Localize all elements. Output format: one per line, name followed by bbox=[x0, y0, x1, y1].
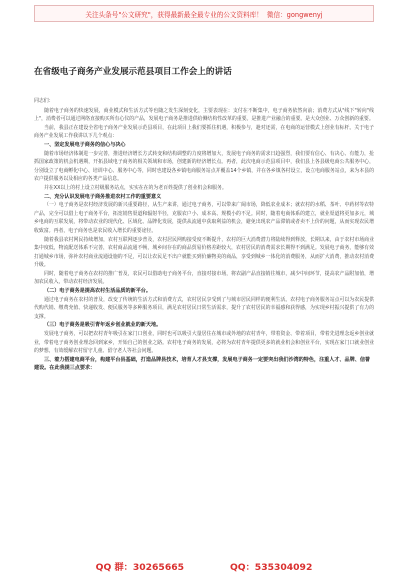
promo-banner bbox=[34, 5, 374, 22]
section-2-paragraph-1: （一）电子商务是农村经济发展的新兴重要路径，从生产来讲，通过电子商务，可以带来广阔市场，降低农业成本；就农村的水稻、茶叶、中药材等农特产品，完全可以借上电子商务平台，拓宽销售渠道和辐射半径，克服农户小、成本高、规模小的不足。同时，随着电商体系的建立，就业渠道将更加多元，城乡电商的互联发展，将带动农业的现代化、区域化、品牌化发展，提供从流通中获取利益的机会，避免出现农产品滞销或者卖不上价的问题，从而实现农民增收致富。再者，电子商务也是农民收入增长的重要途径。 bbox=[34, 202, 374, 234]
wechat-id: 微信：gongwenyj bbox=[266, 10, 323, 19]
section-heading-1: 一、坚定发展电子商务的信心与决心 bbox=[44, 141, 126, 148]
section-4-paragraph-1: 发展电子商务，可以把农村青年吸引在家门口创业，同时也可以吸引大量居住在城市或外地的农村青年，带着资金、带着项目，带着先进理念返乡创业就业，带着电子商务创业理念回到家乡，开始自己的创业之路。农村电子商务的发展，必将为农村青年提供更多的就业机会和创业平台，实现在家门口就业创业的梦想，有效缓解农村留守儿童、留守老人等社会问题。 bbox=[34, 331, 374, 355]
section-3-paragraph-1: 通过电子商务在农村的普及，改变了传统的生活方式和消费方式，农村居民享受到了与城市居民同样的便利生活。农村电子商务服务站点可以为农民提供代购代销、缴费充值、快递收发、便民服务等多种服务项目，满足农村居民日常生活需求，提升了农村居民的幸福感和获得感，为实现乡村振兴提供了有力的支撑。 bbox=[34, 296, 374, 320]
document-body bbox=[34, 97, 374, 373]
greeting: 同志们： bbox=[34, 98, 54, 104]
qq-group: QQ 群：30265665 bbox=[95, 562, 184, 573]
section-heading-5: 三、着力搭建电商平台，构建平台县基础，打造品牌县技术，培育人才县支撑，发展电子商务一定要突出我们沙湾的特色，注重人才、品牌、信誉建设。在此我提三点要求： bbox=[34, 356, 371, 372]
intro-paragraph-2: 当前，我县正在建设全省电子商务产业发展示范县项目，在此项目上我们要抓住机遇，积极参与，趁对还需，在电商的运营模式上创业有标杆。关于电子商务产业发展工作我讲以下几个观点： bbox=[34, 124, 374, 140]
contact-footer bbox=[0, 558, 408, 574]
section-1-paragraph-1: 随着市场经济体制进一步完善，推进经济增长方式转变和结构调整的力度将增加大，发展电子商务的需求日趋强烈，我们要有信心、有决心、有能力，抢抓国家政策的机会机遇期，开拓县域电子商务的相关领域和市场，创建新的经济增长点。再者，此次电商示范县项目中，我们县上各县级电商公共服务中心，分别设立了电商孵化中心、培训中心、服务中心等，同时也建设各乡镇电商服务站点并覆盖14个乡镇，并在各乡镇各村设立，设立电商服务站点，来为本县的农户提供服务以及相应的各类产品信息。 bbox=[34, 150, 374, 183]
section-heading-2: 二、充分认识发展电子商务推进农村工作的重要意义 bbox=[44, 193, 162, 200]
promo-text: 关注头条号"公文研究"，获得最新最全最专业的公文资料库！ bbox=[85, 10, 263, 19]
section-heading-4: （三）电子商务是吸引青年返乡创业就业的新天地。 bbox=[44, 322, 162, 329]
section-1-paragraph-2: 并在XX以上的村上设立村级服务站点，实实在在的为老百姓提供了创业机会和服务。 bbox=[44, 184, 227, 191]
section-heading-3: （二）电子商务是提高农村生活品质的新平台。 bbox=[44, 288, 151, 295]
page-title: 在省级电子商务产业发展示范县项目工作会上的讲话 bbox=[34, 67, 232, 77]
section-2-paragraph-3: 同时，随着电子商务在农村的推广普及，农民可以借助电子商务平台，直接对接市场，将农副产品直接销往城市，减少中间环节，提高农产品附加值，增加农民收入，带动农村经济发展。 bbox=[34, 270, 374, 286]
section-2-paragraph-2: 随着我县农村网民持续增加，农村互联网逐步普及，农村居民网购接受度不断提升，农村的巨大消费潜力将陆续得到释放，长期以来，由于农村市场商业集中度低，物流配送体系不完善，农村商品流通不畅，城乡间存在的商品贸易价格差距较大，农村居民的消费需求长期得不到满足。发展电子商务，能够有效打通城乡市场，弥补农村商业流通设施的不足，可以让农民足不出户就能买到价廉物美的商品，享受到城乡一体化的消费服务，从而扩大消费，推动农村消费升级。 bbox=[34, 236, 374, 269]
intro-paragraph-1: 随着电子商务的快速发展，商业模式和生活方式等也随之发生深刻变化，主要表现在：支付在不断集中，电子商务依然向前；消费方式从"线下"转向"线上"，消费者可以通过网络直接购买所有心仪的产品，发展电子商务是推进供给侧结构性改革的重要。是推进产业融合的重要。是大众创业、万众创新的重要。 bbox=[34, 107, 374, 123]
qq-number: QQ：535304092 bbox=[230, 562, 313, 573]
